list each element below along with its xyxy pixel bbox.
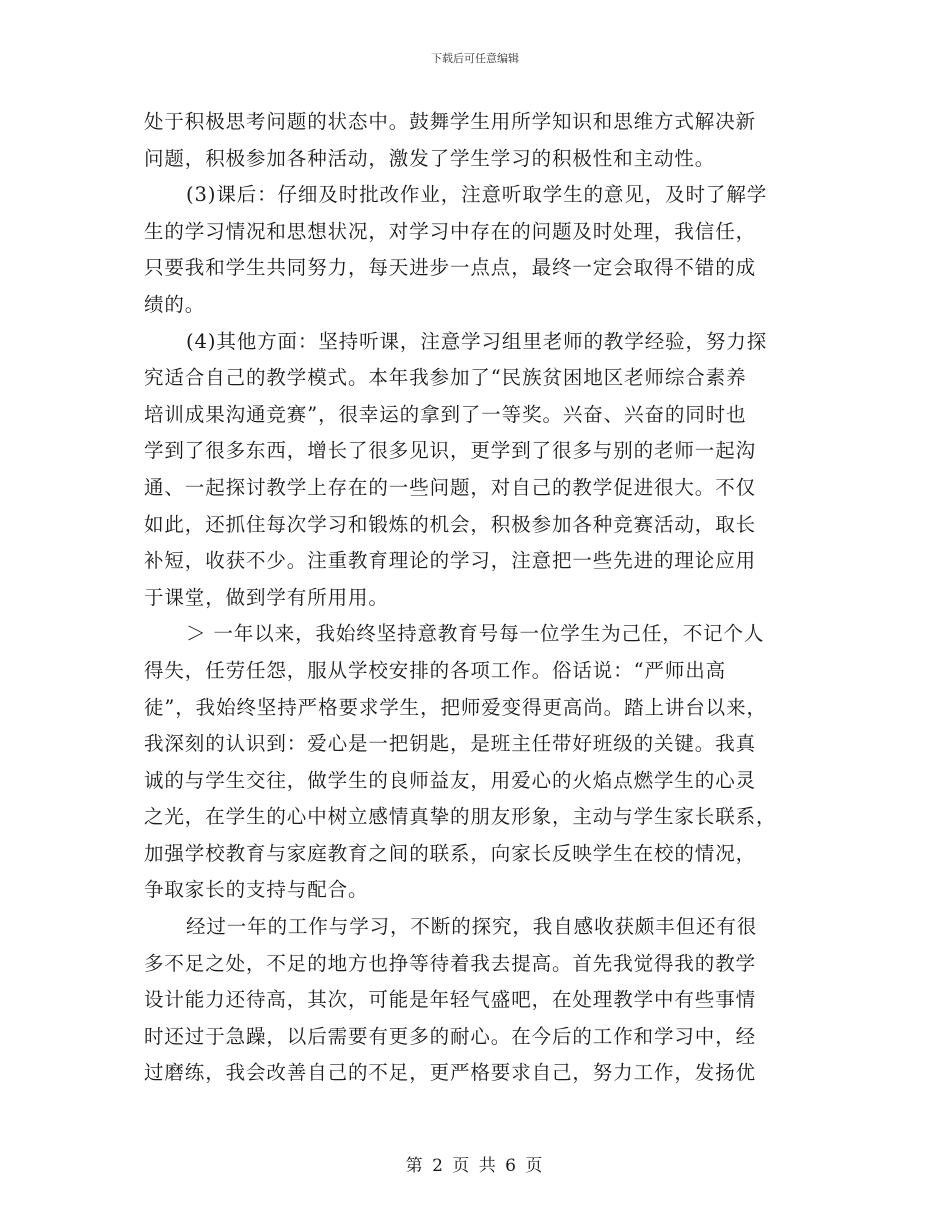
text-line: 时还过于急躁，以后需要有更多的耐心。在今后的工作和学习中，经 — [144, 1024, 757, 1048]
page-header-note: 下载后可任意编辑 — [431, 52, 519, 65]
text-line: 得失，任劳任怨，服从学校安排的各项工作。俗话说：“严师出高 — [144, 658, 727, 682]
text-line: 多不足之处，不足的地方也挣等待着我去提高。首先我觉得我的教学 — [144, 951, 757, 975]
text-line: ＞ 一年以来，我始终坚持意教育号每一位学生为己任，不记个人 — [186, 622, 765, 646]
page-number-footer: 第 2 页 共 6 页 — [405, 1156, 545, 1176]
text-line: 如此，还抓住每次学习和锻炼的机会，积极参加各种竞赛活动，取长 — [144, 512, 757, 536]
document-body — [144, 104, 804, 1092]
text-line: (4)其他方面：坚持听课，注意学习组里老师的教学经验，努力探 — [186, 329, 768, 353]
text-line: 补短，收获不少。注重教育理论的学习，注意把一些先进的理论应用 — [144, 549, 757, 573]
text-line: 学到了很多东西，增长了很多见识，更学到了很多与别的老师一起沟 — [144, 439, 757, 463]
text-line: 生的学习情况和思想状况，对学习中存在的问题及时处理，我信任， — [144, 219, 757, 243]
text-line: 只要我和学生共同努力，每天进步一点点，最终一定会取得不错的成 — [144, 256, 757, 280]
text-line: (3)课后：仔细及时批改作业，注意听取学生的意见，及时了解学 — [186, 183, 768, 207]
text-line: 争取家长的支持与配合。 — [144, 878, 369, 902]
text-line: 徒”，我始终坚持严格要求学生，把师爱变得更高尚。踏上讲台以来， — [144, 695, 767, 719]
text-line: 处于积极思考问题的状态中。鼓舞学生用所学知识和思维方式解决新 — [144, 110, 757, 133]
text-line: 于课堂，做到学有所用用。 — [144, 585, 389, 609]
text-line: 过磨练，我会改善自己的不足，更严格要求自己，努力工作，发扬优 — [144, 1061, 757, 1085]
text-line: 问题，积极参加各种活动，激发了学生学习的积极性和主动性。 — [144, 146, 716, 170]
text-line: 经过一年的工作与学习，不断的探究，我自感收获颇丰但还有很 — [186, 915, 758, 939]
text-line: 通、一起探讨教学上存在的一些问题，对自己的教学促进很大。不仅 — [144, 475, 757, 499]
text-line: 加强学校教育与家庭教育之间的联系，向家长反映学生在校的情况， — [144, 841, 757, 865]
text-line: 我深刻的认识到：爱心是一把钥匙，是班主任带好班级的关键。我真 — [144, 732, 757, 756]
text-line: 之光，在学生的心中树立感情真挚的朋友形象，主动与学生家长联系， — [144, 805, 777, 829]
text-line: 设计能力还待高，其次，可能是年轻气盛吧，在处理教学中有些事情 — [144, 988, 757, 1012]
text-line: 绩的。 — [144, 292, 206, 316]
text-line: 究适合自己的教学模式。本年我参加了“民族贫困地区老师综合素养 — [144, 366, 747, 390]
text-line: 诚的与学生交往，做学生的良师益友，用爱心的火焰点燃学生的心灵 — [144, 768, 757, 792]
text-line: 培训成果沟通竞赛”，很幸运的拿到了一等奖。兴奋、兴奋的同时也 — [144, 402, 747, 426]
